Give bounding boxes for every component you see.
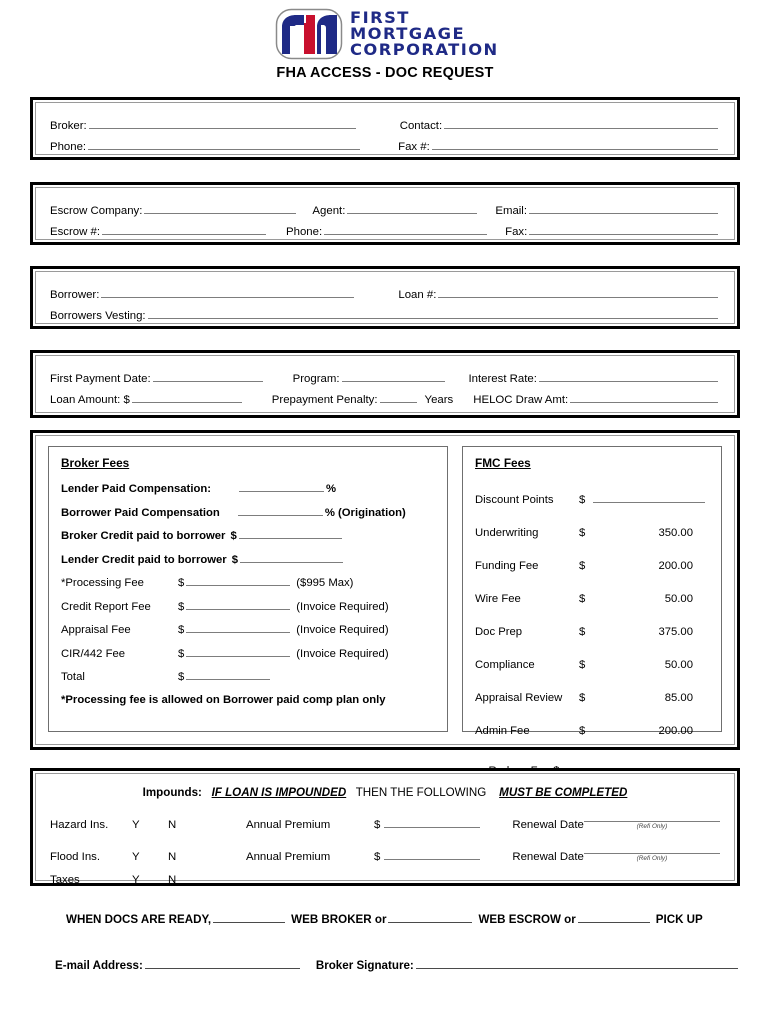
interest-rate-input[interactable] bbox=[539, 371, 718, 382]
hazard-insurance-label: Hazard Ins. bbox=[50, 819, 109, 831]
funding-fee-row bbox=[475, 560, 709, 572]
brand-logo bbox=[275, 8, 499, 60]
first-payment-row bbox=[50, 371, 720, 385]
discount-points-input[interactable] bbox=[593, 492, 705, 503]
appraisal-review-dollar: $ bbox=[579, 691, 586, 704]
fmc-logo-icon bbox=[275, 8, 343, 60]
broker-fees-title: Broker Fees bbox=[61, 456, 130, 470]
funding-fee-dollar: $ bbox=[579, 559, 586, 572]
first-payment-date-label: First Payment Date: bbox=[50, 373, 151, 385]
borrower-section bbox=[30, 266, 740, 329]
impounds-heading-middle: THEN THE FOLLOWING bbox=[355, 786, 487, 799]
flood-insurance-no-option[interactable]: N bbox=[168, 851, 177, 863]
doc-prep-amount: 375.00 bbox=[658, 625, 693, 638]
agent-label: Agent: bbox=[312, 205, 346, 217]
borrower-paid-compensation-label: Borrower Paid Compensation bbox=[61, 506, 220, 519]
heloc-draw-amount-input[interactable] bbox=[570, 392, 718, 403]
fax-input[interactable] bbox=[432, 139, 718, 150]
appraisal-fee-label: Appraisal Fee bbox=[61, 624, 131, 636]
loan-amount-label: Loan Amount: $ bbox=[50, 394, 130, 406]
processing-fee-note: ($995 Max) bbox=[296, 577, 354, 589]
flood-insurance-yes-option[interactable]: Y bbox=[132, 851, 140, 863]
processing-fee-label: *Processing Fee bbox=[61, 577, 144, 589]
program-label: Program: bbox=[292, 373, 340, 385]
flood-refi-note: (Refi Only) bbox=[636, 855, 668, 862]
discount-points-dollar: $ bbox=[579, 493, 586, 506]
borrower-paid-compensation-row bbox=[61, 505, 435, 519]
loan-number-input[interactable] bbox=[438, 287, 718, 298]
taxes-yes-option[interactable]: Y bbox=[132, 874, 140, 886]
appraisal-fee-note: (Invoice Required) bbox=[296, 624, 389, 636]
agent-input[interactable] bbox=[347, 203, 477, 214]
lender-paid-compensation-input[interactable] bbox=[239, 481, 324, 492]
credit-report-fee-note: (Invoice Required) bbox=[296, 600, 389, 613]
wire-fee-dollar: $ bbox=[579, 592, 586, 605]
funding-fee-label: Funding Fee bbox=[475, 559, 539, 572]
processing-fee-input[interactable] bbox=[186, 575, 290, 586]
escrow-number-label: Escrow #: bbox=[50, 226, 101, 238]
escrow-fax-input[interactable] bbox=[529, 224, 718, 235]
escrow-number-row bbox=[50, 224, 720, 238]
fax-label: Fax #: bbox=[398, 141, 430, 153]
funding-fee-amount: 200.00 bbox=[658, 559, 693, 572]
flood-premium-dollar: $ bbox=[374, 851, 381, 863]
when-docs-ready-label: WHEN DOCS ARE READY, bbox=[66, 913, 212, 926]
hazard-insurance-no-option[interactable]: N bbox=[168, 819, 177, 831]
broker-credit-row bbox=[61, 528, 435, 542]
loan-amount-input[interactable] bbox=[132, 392, 242, 403]
broker-input[interactable] bbox=[89, 118, 356, 129]
contact-input[interactable] bbox=[444, 118, 718, 129]
cir-442-fee-label: CIR/442 Fee bbox=[61, 647, 126, 660]
broker-row bbox=[50, 118, 720, 132]
hazard-insurance-yes-option[interactable]: Y bbox=[132, 819, 140, 831]
impounds-heading-emphasis-1: IF LOAN IS IMPOUNDED bbox=[211, 786, 347, 799]
web-broker-checkbox-line[interactable] bbox=[213, 912, 285, 923]
flood-annual-premium-input[interactable] bbox=[384, 849, 480, 860]
appraisal-fee-dollar: $ bbox=[178, 624, 185, 636]
borrowers-vesting-label: Borrowers Vesting: bbox=[50, 310, 146, 322]
admin-fee-dollar: $ bbox=[579, 724, 586, 737]
admin-fee-row bbox=[475, 725, 709, 737]
escrow-number-input[interactable] bbox=[102, 224, 266, 235]
broker-total-row bbox=[61, 669, 435, 683]
taxes-row bbox=[50, 874, 720, 886]
impounds-section bbox=[30, 768, 740, 886]
hazard-renewal-date-input[interactable] bbox=[584, 810, 720, 822]
hazard-premium-dollar: $ bbox=[374, 819, 381, 831]
phone-input[interactable] bbox=[88, 139, 360, 150]
lender-credit-input[interactable] bbox=[240, 552, 343, 563]
logo-word-mortgage: MORTGAGE bbox=[349, 24, 465, 43]
escrow-company-input[interactable] bbox=[144, 203, 296, 214]
broker-credit-label: Broker Credit paid to borrower bbox=[61, 530, 226, 542]
escrow-fax-label: Fax: bbox=[505, 226, 528, 238]
web-escrow-label: WEB ESCROW or bbox=[478, 913, 576, 926]
compliance-amount: 50.00 bbox=[664, 658, 693, 671]
fees-section bbox=[30, 430, 740, 750]
docs-ready-row bbox=[30, 912, 740, 926]
borrower-label: Borrower: bbox=[50, 289, 100, 301]
fmc-fees-title: FMC Fees bbox=[475, 456, 531, 470]
doc-prep-label: Doc Prep bbox=[475, 625, 523, 638]
taxes-no-option[interactable]: N bbox=[168, 874, 177, 886]
doc-prep-dollar: $ bbox=[579, 625, 586, 638]
appraisal-review-row bbox=[475, 692, 709, 704]
lender-paid-compensation-row bbox=[61, 481, 435, 495]
hazard-annual-premium-input[interactable] bbox=[384, 817, 480, 828]
discount-points-row bbox=[475, 492, 709, 506]
broker-credit-dollar: $ bbox=[230, 530, 237, 542]
contact-label: Contact: bbox=[399, 120, 443, 132]
borrower-input[interactable] bbox=[101, 287, 354, 298]
hazard-refi-note: (Refi Only) bbox=[636, 823, 668, 830]
hazard-annual-premium-label: Annual Premium bbox=[246, 819, 331, 831]
admin-fee-amount: 200.00 bbox=[658, 724, 693, 737]
impounds-heading-emphasis-2: MUST BE COMPLETED bbox=[499, 786, 628, 799]
borrower-row bbox=[50, 287, 720, 301]
pick-up-label: PICK UP bbox=[655, 913, 703, 926]
appraisal-fee-row bbox=[61, 622, 435, 636]
broker-contact-section bbox=[30, 97, 740, 160]
flood-annual-premium-label: Annual Premium bbox=[246, 851, 331, 863]
cir-442-fee-input[interactable] bbox=[186, 646, 290, 657]
logo-word-corporation: CORPORATION bbox=[349, 40, 499, 59]
borrower-paid-compensation-suffix: % (Origination) bbox=[324, 506, 406, 519]
broker-fees-box bbox=[48, 446, 448, 732]
loan-details-section bbox=[30, 350, 740, 418]
lender-credit-label: Lender Credit paid to borrower bbox=[61, 553, 227, 566]
pick-up-checkbox-line[interactable] bbox=[578, 912, 650, 923]
underwriting-amount: 350.00 bbox=[658, 526, 693, 539]
lender-paid-compensation-label: Lender Paid Compensation: bbox=[61, 483, 212, 495]
underwriting-label: Underwriting bbox=[475, 526, 539, 539]
lender-paid-compensation-suffix: % bbox=[326, 483, 337, 495]
flood-insurance-label: Flood Ins. bbox=[50, 851, 101, 863]
escrow-company-label: Escrow Company: bbox=[50, 205, 143, 217]
cir-442-fee-dollar: $ bbox=[178, 647, 185, 660]
page-title: FHA ACCESS - DOC REQUEST bbox=[276, 65, 494, 81]
impounds-heading bbox=[50, 786, 720, 799]
broker-credit-input[interactable] bbox=[239, 528, 342, 539]
web-escrow-checkbox-line[interactable] bbox=[388, 912, 472, 923]
underwriting-dollar: $ bbox=[579, 526, 586, 539]
compliance-dollar: $ bbox=[579, 658, 586, 671]
compliance-row bbox=[475, 659, 709, 671]
loan-number-label: Loan #: bbox=[398, 289, 437, 301]
credit-report-fee-row bbox=[61, 599, 435, 613]
credit-report-fee-input[interactable] bbox=[186, 599, 290, 610]
years-label: Years bbox=[424, 394, 454, 406]
broker-signature-input[interactable] bbox=[416, 958, 738, 969]
fmc-fees-box bbox=[462, 446, 722, 737]
program-input[interactable] bbox=[342, 371, 445, 382]
phone-label: Phone: bbox=[50, 141, 87, 153]
compliance-label: Compliance bbox=[475, 658, 535, 671]
doc-prep-row bbox=[475, 626, 709, 638]
processing-fee-row bbox=[61, 575, 435, 589]
cir-442-fee-row bbox=[61, 646, 435, 660]
credit-report-fee-dollar: $ bbox=[178, 600, 185, 613]
signature-row bbox=[30, 958, 740, 972]
interest-rate-label: Interest Rate: bbox=[468, 373, 537, 385]
wire-fee-label: Wire Fee bbox=[475, 592, 521, 605]
lender-credit-row bbox=[61, 552, 435, 566]
vesting-row bbox=[50, 308, 720, 322]
prepayment-penalty-label: Prepayment Penalty: bbox=[271, 394, 378, 406]
discount-points-label: Discount Points bbox=[475, 493, 554, 506]
escrow-company-row bbox=[50, 203, 720, 217]
heloc-draw-amount-label: HELOC Draw Amt: bbox=[473, 394, 569, 406]
borrowers-vesting-input[interactable] bbox=[148, 308, 718, 319]
credit-report-fee-label: Credit Report Fee bbox=[61, 600, 151, 613]
escrow-phone-label: Phone: bbox=[286, 226, 323, 238]
escrow-phone-input[interactable] bbox=[324, 224, 487, 235]
logo-word-first: FIRST bbox=[349, 8, 410, 27]
appraisal-review-amount: 85.00 bbox=[664, 691, 693, 704]
email-address-input[interactable] bbox=[145, 958, 300, 969]
broker-total-dollar: $ bbox=[178, 671, 185, 683]
page-header bbox=[0, 0, 770, 87]
flood-insurance-row bbox=[50, 842, 720, 863]
broker-label: Broker: bbox=[50, 120, 87, 132]
hazard-insurance-row bbox=[50, 810, 720, 831]
broker-total-input[interactable] bbox=[186, 669, 270, 680]
wire-fee-amount: 50.00 bbox=[664, 592, 693, 605]
prepayment-penalty-input[interactable] bbox=[380, 392, 417, 403]
appraisal-review-label: Appraisal Review bbox=[475, 691, 563, 704]
broker-signature-label: Broker Signature: bbox=[315, 959, 414, 972]
email-address-label: E-mail Address: bbox=[55, 959, 143, 972]
first-payment-date-input[interactable] bbox=[153, 371, 263, 382]
email-input[interactable] bbox=[529, 203, 718, 214]
underwriting-row bbox=[475, 527, 709, 539]
cir-442-fee-note: (Invoice Required) bbox=[296, 647, 389, 660]
flood-renewal-date-input[interactable] bbox=[584, 842, 720, 854]
appraisal-fee-input[interactable] bbox=[186, 622, 290, 633]
escrow-section bbox=[30, 182, 740, 245]
wire-fee-row bbox=[475, 593, 709, 605]
flood-renewal-date-label: Renewal Date bbox=[512, 851, 584, 863]
web-broker-label: WEB BROKER or bbox=[291, 913, 387, 926]
processing-fee-dollar: $ bbox=[178, 577, 185, 589]
hazard-renewal-date-label: Renewal Date bbox=[512, 819, 584, 831]
processing-fee-footnote: *Processing fee is allowed on Borrower paid comp plan only bbox=[61, 694, 386, 706]
admin-fee-label: Admin Fee bbox=[475, 724, 530, 737]
email-label: Email: bbox=[495, 205, 528, 217]
phone-row bbox=[50, 139, 720, 153]
lender-credit-dollar: $ bbox=[231, 553, 238, 566]
taxes-label: Taxes bbox=[50, 874, 80, 886]
loan-amount-row bbox=[50, 392, 720, 406]
broker-total-label: Total bbox=[61, 671, 85, 683]
logo-wordmark bbox=[349, 8, 499, 59]
borrower-paid-compensation-input[interactable] bbox=[238, 505, 323, 516]
impounds-heading-prefix: Impounds: bbox=[142, 786, 202, 799]
